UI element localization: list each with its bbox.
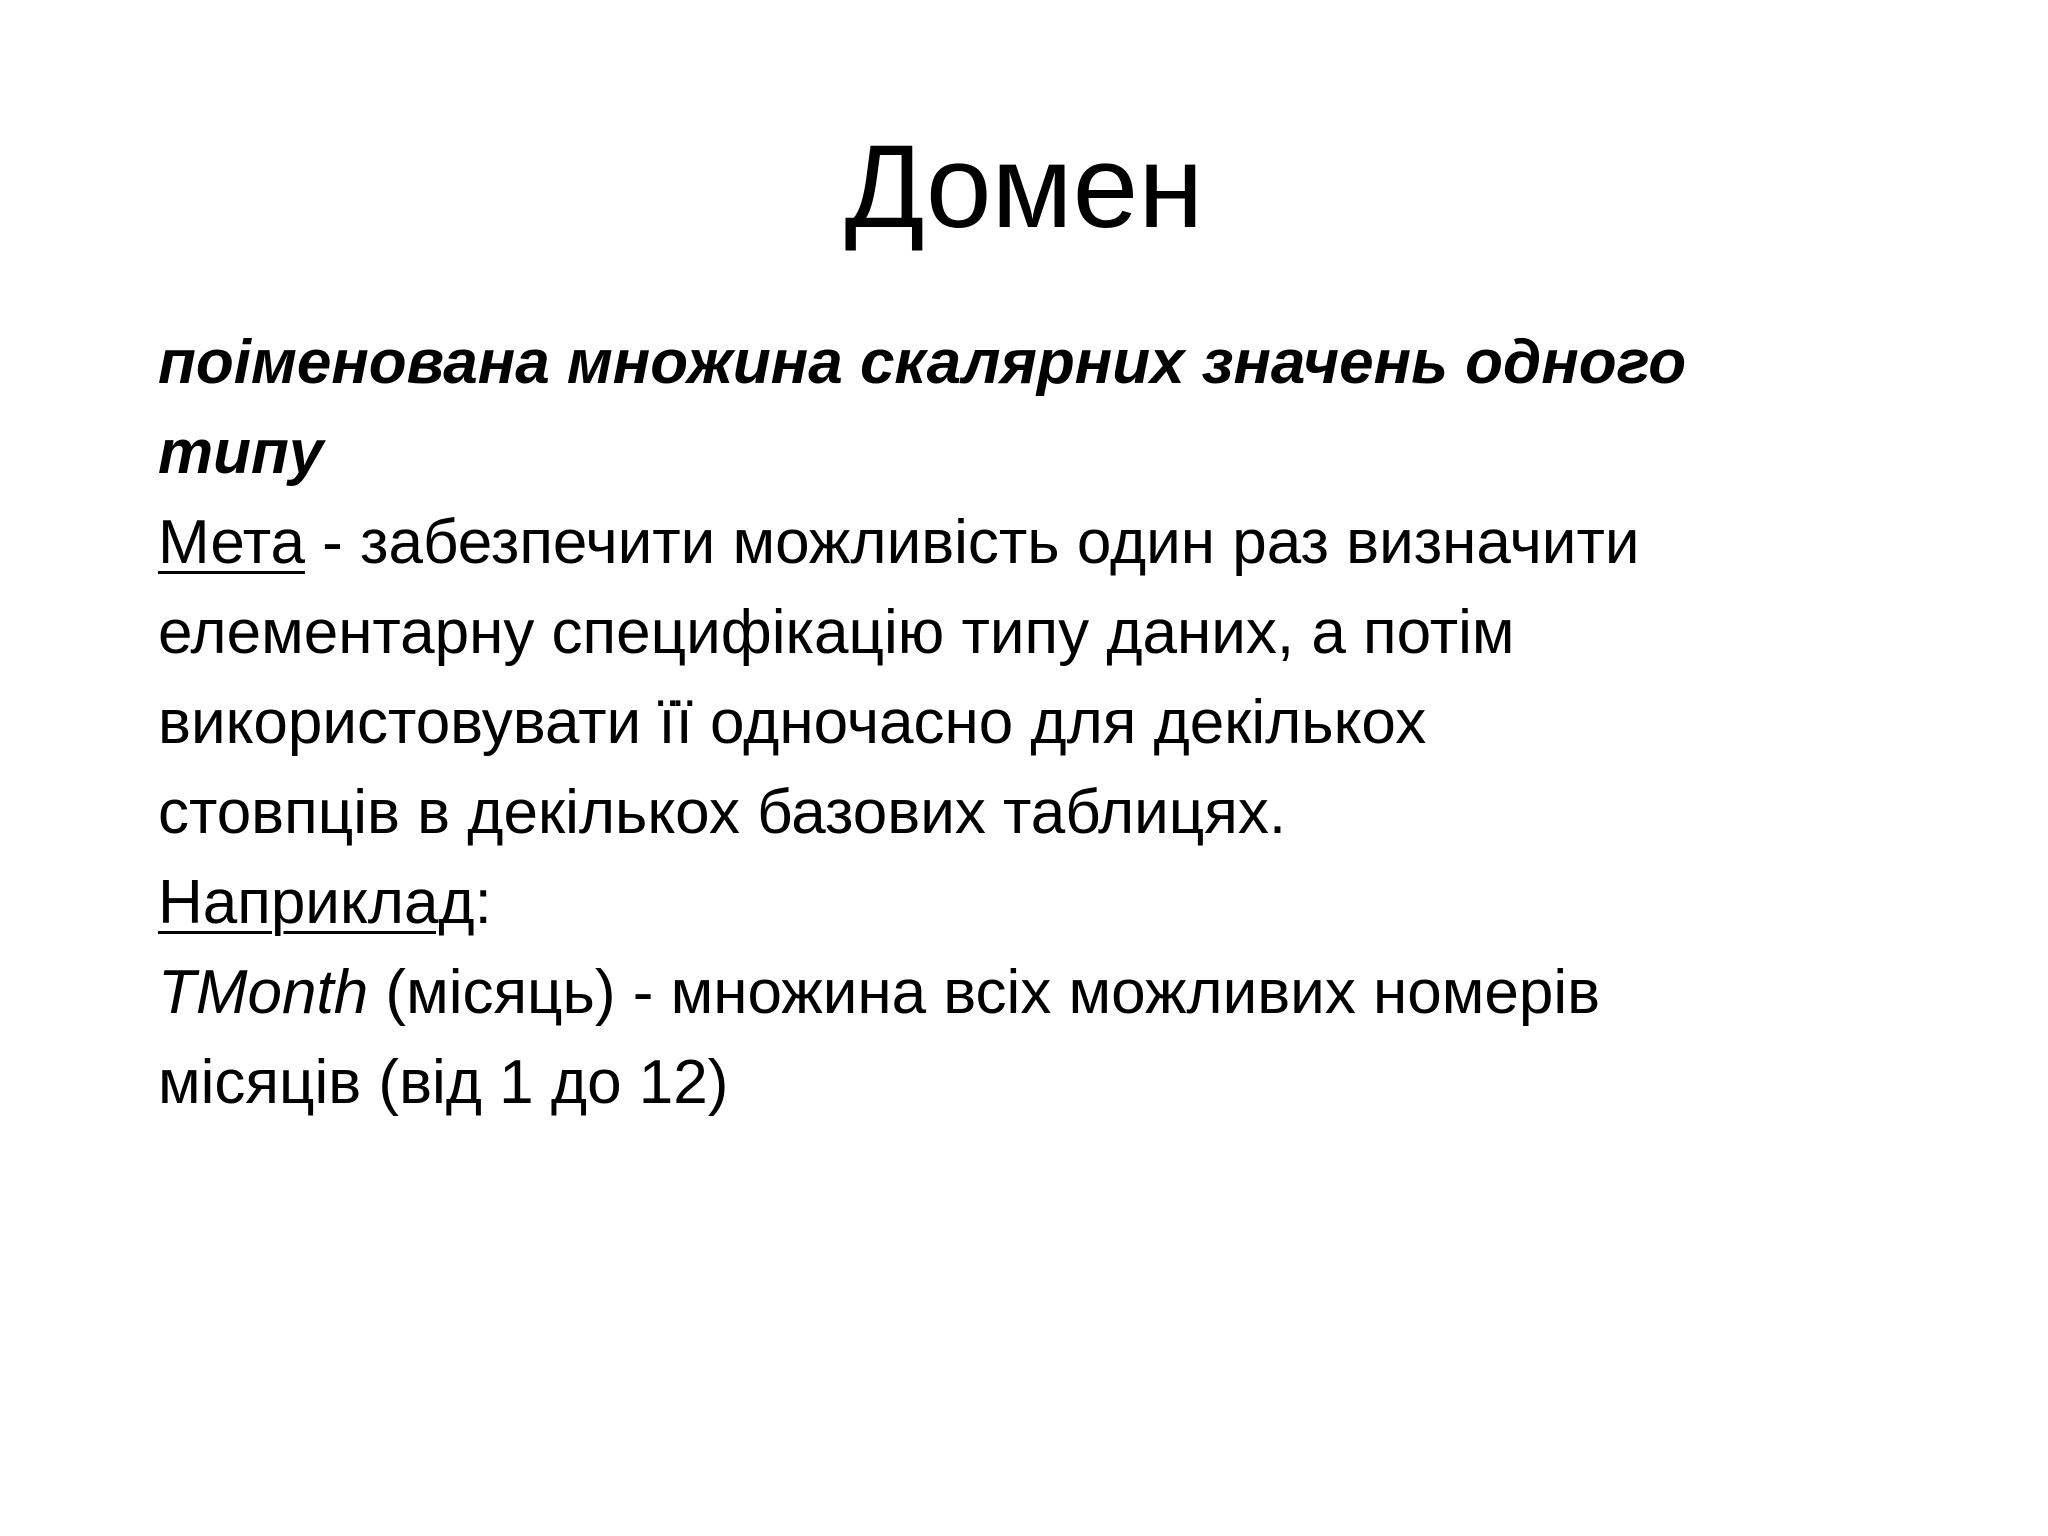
goal-line-1 bbox=[158, 498, 1958, 588]
example-term: TMonth bbox=[158, 958, 369, 1027]
example-line-2: місяців (від 1 до 12) bbox=[158, 1048, 729, 1117]
example-label: Наприклад bbox=[158, 868, 475, 937]
example-line-1 bbox=[158, 948, 1958, 1038]
definition-line-2: типу bbox=[158, 418, 324, 487]
example-label-suffix: : bbox=[474, 868, 492, 937]
goal-text-1: - забезпечити можливість один раз визначити bbox=[304, 508, 1640, 577]
goal-line-3: використовувати її одночасно для декількох bbox=[158, 688, 1427, 757]
example-heading bbox=[158, 858, 1958, 948]
goal-line-2: елементарну специфікацію типу даних, а потім bbox=[158, 598, 1515, 667]
slide-body bbox=[158, 318, 1958, 1128]
goal-line-4: стовпців в декількох базових таблицях. bbox=[158, 778, 1287, 847]
slide-title: Домен bbox=[844, 121, 1204, 253]
example-text-1: (місяць) - множина всіх можливих номерів bbox=[368, 958, 1601, 1027]
goal-label: Мета bbox=[158, 508, 305, 577]
definition-line-1: поіменована множина скалярних значень одного bbox=[158, 328, 1687, 397]
